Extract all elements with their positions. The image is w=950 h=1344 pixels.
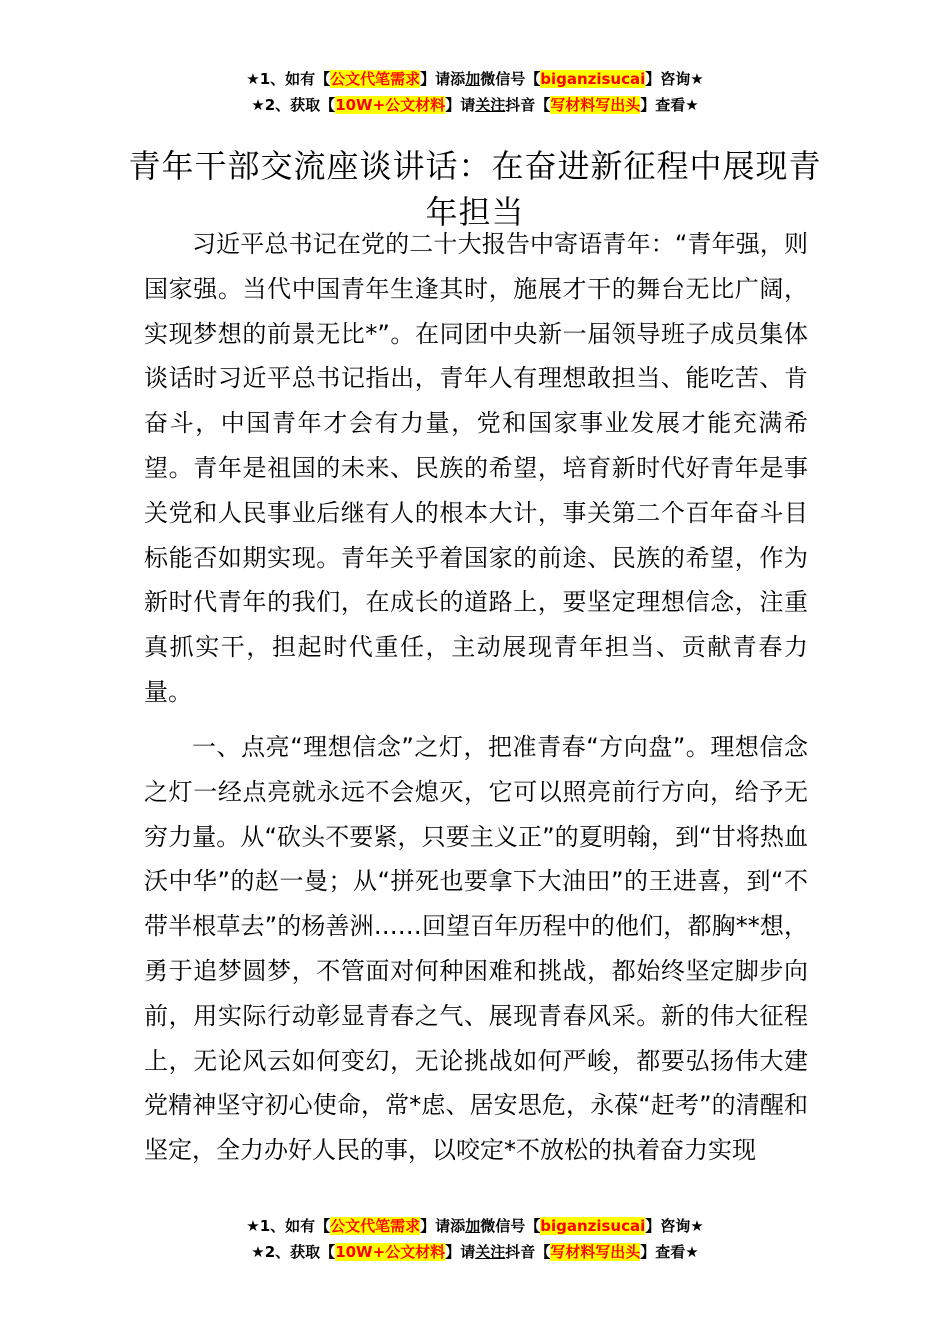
banner-highlight: 公文代笔需求 [330,1217,421,1235]
footer-banner [0,1213,950,1265]
header-banner [0,66,950,118]
banner-highlight: 10W+公文材料 [335,1243,446,1261]
banner-underline: 关注 [475,1243,506,1261]
banner-underline: 加 [465,70,481,88]
banner-text: 】查看★ [640,1243,699,1261]
banner-text: 】请添 [420,1217,466,1235]
banner-text: 微信号【 [480,1217,541,1235]
banner-text: 】咨询★ [645,1217,704,1235]
banner-text: 】请 [445,1243,476,1261]
banner-underline: 关注 [475,96,506,114]
banner-line-2 [0,1239,950,1265]
body-paragraph-1: 习近平总书记在党的二十大报告中寄语青年：“青年强，则国家强。当代中国青年生逢其时，施展才干的舞台无比广阔，实现梦想的前景无比*”。在同团中央新一届领导班子成员集体谈话时习近平总书记指出，青年人有理想敢担当、能吃苦、肯奋斗，中国青年才会有力量，党和国家事业发展才能充满希望。青年是祖国的未来、民族的希望，培育新时代好青年是事关党和人民事业后继有人的根本大计，事关第二个百年奋斗目标能否如期实现。青年关乎着国家的前途、民族的希望，作为新时代青年的我们，在成长的道路上，要坚定理想信念，注重真抓实干，担起时代重任，主动展现青年担当、贡献青春力量。 [144,230,808,706]
banner-line-1 [0,66,950,92]
banner-highlight: biganzisucai [540,70,646,88]
banner-line-1 [0,1213,950,1239]
body-paragraph-2: 一、点亮“理想信念”之灯，把准青春“方向盘”。理想信念之灯一经点亮就永远不会熄灭，它可以照亮前行方向，给予无穷力量。从“砍头不要紧，只要主义正”的夏明翰，到“甘将热血沃中华”的赵一曼；从“拼死也要拿下大油田”的王进喜，到“不带半根草去”的杨善洲……回望百年历程中的他们，都胸**想，勇于追梦圆梦，不管面对何种困难和挑战，都始终坚定脚步向前，用实际行动彰显青春之气、展现青春风采。新的伟大征程上，无论风云如何变幻，无论挑战如何严峻，都要弘扬伟大建党精神坚守初心使命，常*虑、居安思危，永葆“赶考”的清醒和坚定，全力办好人民的事，以咬定*不放松的执着奋力实现 [144,733,808,1165]
banner-text: 】查看★ [640,96,699,114]
banner-highlight: biganzisucai [540,1217,646,1235]
banner-text: ★2、获取【 [251,1243,336,1261]
banner-text: 】请 [445,96,476,114]
banner-highlight: 公文代笔需求 [330,70,421,88]
banner-highlight: 写材料写出头 [550,1243,641,1261]
banner-text: 微信号【 [480,70,541,88]
banner-highlight: 写材料写出头 [550,96,641,114]
banner-text: ★2、获取【 [251,96,336,114]
banner-underline: 加 [465,1217,481,1235]
banner-text: 】请添 [420,70,466,88]
banner-text: 抖音【 [505,1243,551,1261]
banner-highlight: 10W+公文材料 [335,96,446,114]
banner-text: 抖音【 [505,96,551,114]
banner-text: ★1、如有【 [246,70,331,88]
banner-text: 】咨询★ [645,70,704,88]
banner-text: ★1、如有【 [246,1217,331,1235]
document-title: 青年干部交流座谈讲话：在奋进新征程中展现青年担当 [128,147,822,232]
banner-line-2 [0,92,950,118]
